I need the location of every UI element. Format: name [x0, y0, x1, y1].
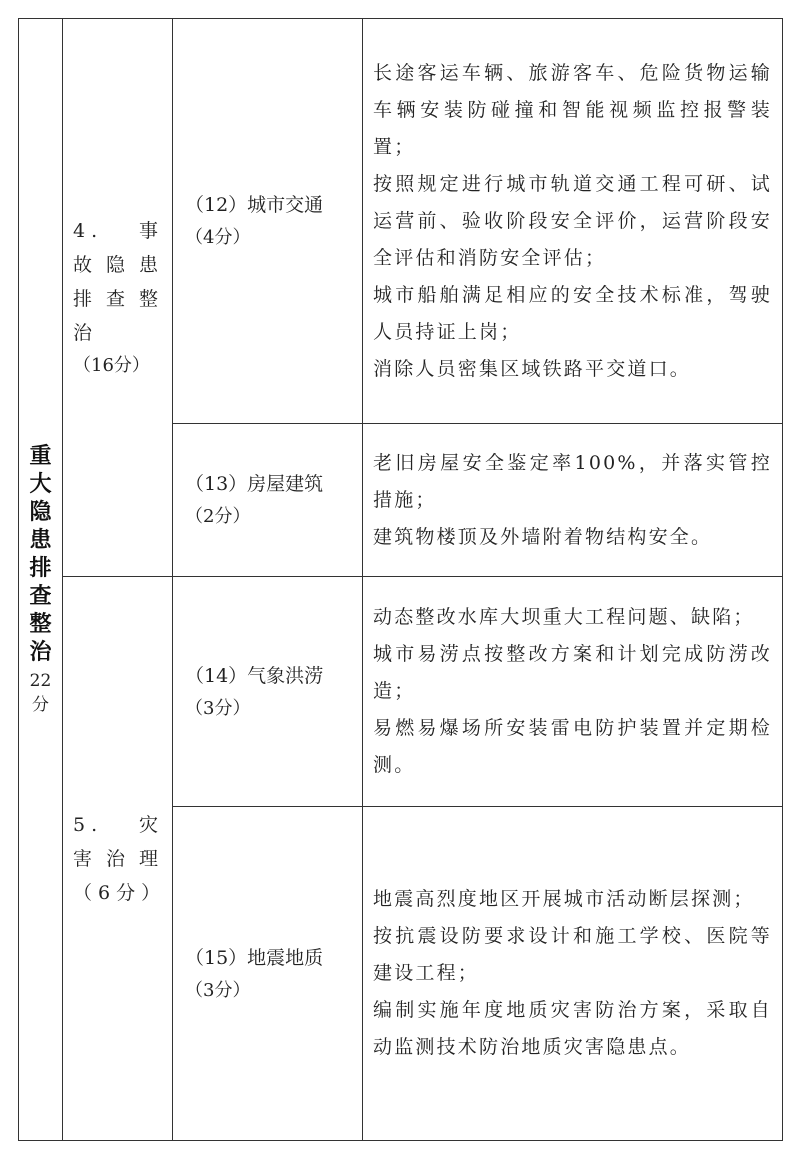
section-title: 5. 灾害治理（6分） [73, 813, 167, 904]
item-cell [173, 577, 363, 807]
item-cell [173, 19, 363, 424]
item-score: （2分） [185, 506, 251, 527]
table-row [19, 577, 783, 807]
item-score: （3分） [185, 979, 251, 1001]
item-title: （13）房屋建筑 [185, 473, 324, 495]
item-cell [173, 424, 363, 577]
requirement-line: 建筑物楼顶及外墙附着物结构安全。 [373, 525, 713, 548]
item-title: （14）气象洪涝 [185, 664, 324, 687]
requirements-cell [363, 577, 783, 807]
item-title: （15）地震地质 [185, 946, 324, 969]
requirements-cell [363, 424, 783, 577]
requirement-line: 地震高烈度地区开展城市活动断层探测； [373, 888, 755, 910]
document-frame [18, 18, 782, 1140]
category-score: 22分 [29, 670, 52, 715]
requirement-line: 动态整改水库大坝重大工程问题、缺陷； [373, 606, 755, 628]
table-row [19, 19, 783, 424]
requirement-line: 按照规定进行城市轨道交通工程可研、试运营前、验收阶段安全评价，运营阶段安全评估和消防安全评估； [373, 172, 772, 269]
category-title: 重大隐患排查整治 [29, 443, 52, 665]
requirement-line: 易燃易爆场所安装雷电防护装置并定期检测。 [373, 717, 772, 776]
requirement-line: 编制实施年度地质灾害防治方案，采取自动监测技术防治地质灾害隐患点。 [373, 999, 772, 1058]
section-score: （16分） [73, 354, 150, 376]
item-cell [173, 807, 363, 1141]
requirement-line: 城市船舶满足相应的安全技术标准，驾驶人员持证上岗； [373, 283, 772, 343]
section-cell [63, 19, 173, 577]
requirement-line: 老旧房屋安全鉴定率100%，并落实管控措施； [373, 451, 772, 511]
requirements-cell [363, 19, 783, 424]
requirements-cell [363, 807, 783, 1141]
section-title: 4. 事故隐患排查整治 [73, 219, 164, 344]
item-score: （4分） [185, 227, 251, 248]
section-cell [63, 577, 173, 1141]
requirement-line: 长途客运车辆、旅游客车、危险货物运输车辆安装防碰撞和智能视频监控报警装置； [373, 61, 772, 158]
item-score: （3分） [185, 697, 251, 719]
requirement-line: 按抗震设防要求设计和施工学校、医院等建设工程； [373, 925, 772, 984]
assessment-table [18, 18, 783, 1141]
item-title: （12）城市交通 [185, 194, 324, 216]
requirement-line: 城市易涝点按整改方案和计划完成防涝改造； [373, 643, 772, 702]
requirement-line: 消除人员密集区域铁路平交道口。 [373, 357, 692, 380]
category-cell [19, 19, 63, 1141]
